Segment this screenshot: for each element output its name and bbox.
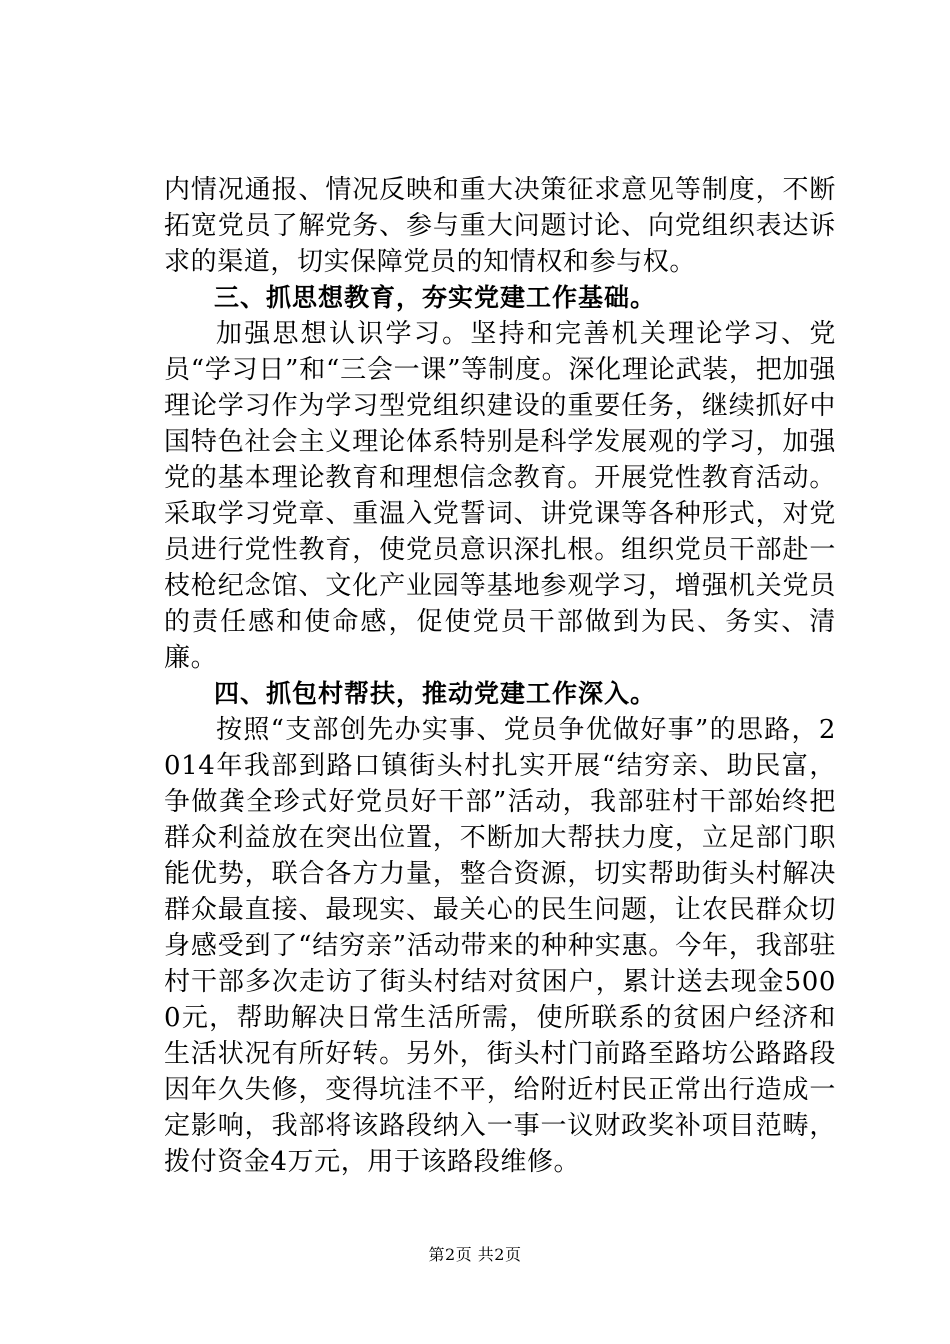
paragraph-village-assistance: 按照“支部创先办实事、党员争优做好事”的思路，2014年我部到路口镇街头村扎实开展“结穷亲、助民富，争做龚全珍式好党员好干部”活动，我部驻村干部始终把群众利益放在突出位置，不断加大帮扶力度，立足部门职能优势，联合各方力量，整合资源，切实帮助街头村解决群众最直接、最现实、最关心的民生问题，让农民群众切身感受到了“结穷亲”活动带来的种种实惠。今年，我部驻村干部多次走访了街头村结对贫困户，累计送去现金5000元，帮助解决日常生活所需，使所联系的贫困户经济和生活状况有所好转。另外，街头村门前路至路坊公路路段因年久失修，变得坑洼不平，给附近村民正常出行造成一定影响，我部将该路段纳入一事一议财政奖补项目范畴，拨付资金4万元，用于该路段维修。: [164, 715, 836, 1177]
paragraph-continuation: 内情况通报、情况反映和重大决策征求意见等制度，不断拓宽党员了解党务、参与重大问题讨论、向党组织表达诉求的渠道，切实保障党员的知情权和参与权。: [164, 175, 836, 277]
section-heading-four: 四、抓包村帮扶，推动党建工作深入。: [214, 679, 657, 708]
document-body: [164, 172, 836, 1180]
paragraph-ideological-education: 加强思想认识学习。坚持和完善机关理论学习、党员“学习日”和“三会一课”等制度。深化理论武装，把加强理论学习作为学习型党组织建设的重要任务，继续抓好中国特色社会主义理论体系特别是科学发展观的学习，加强党的基本理论教育和理想信念教育。开展党性教育活动。采取学习党章、重温入党誓词、讲党课等各种形式，对党员进行党性教育，使党员意识深扎根。组织党员干部赴一枝枪纪念馆、文化产业园等基地参观学习，增强机关党员的责任感和使命感，促使党员干部做到为民、务实、清廉。: [164, 319, 836, 673]
page-number-footer: 第2页 共2页: [428, 1245, 522, 1264]
section-heading-three: 三、抓思想教育，夯实党建工作基础。: [214, 283, 657, 312]
